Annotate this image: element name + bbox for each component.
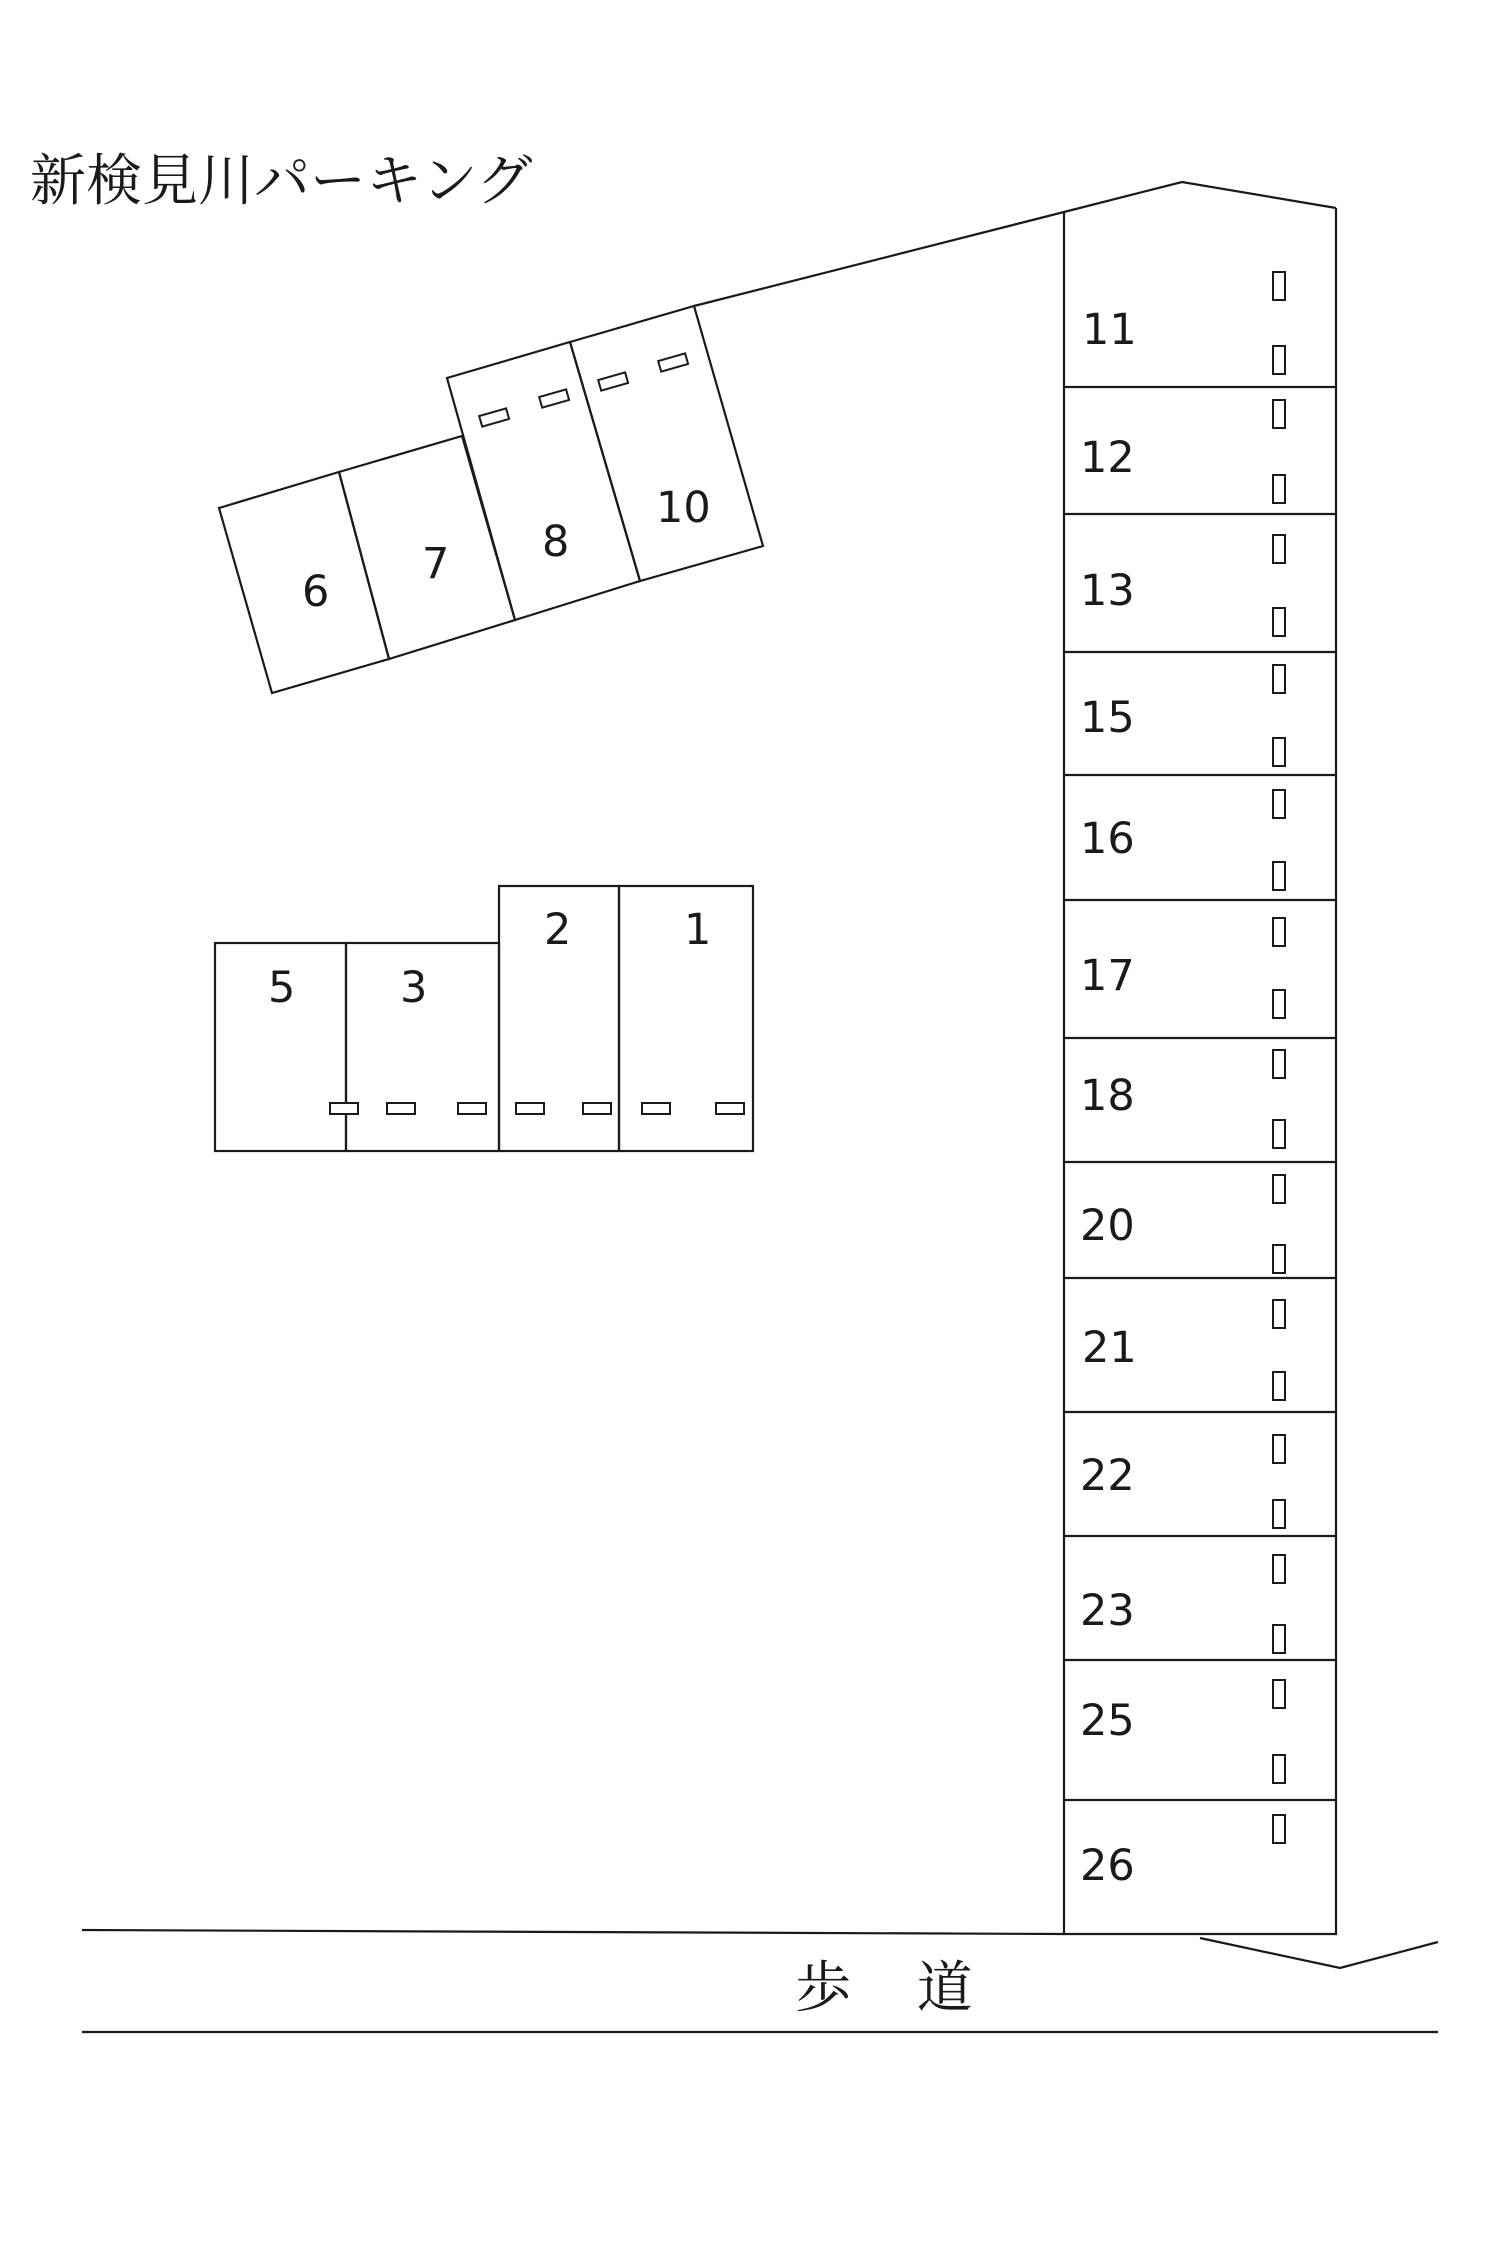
slot-label-23: 23 xyxy=(1080,1586,1135,1636)
slot-label-6: 6 xyxy=(302,567,330,617)
slot-label-16: 16 xyxy=(1080,814,1135,864)
slot-label-15: 15 xyxy=(1080,693,1135,743)
sidewalk-label: 歩 道 xyxy=(795,1956,997,2021)
slot-label-26: 26 xyxy=(1080,1841,1135,1891)
slot-label-3: 3 xyxy=(400,963,428,1013)
slot-label-13: 13 xyxy=(1080,566,1135,616)
slot-label-21: 21 xyxy=(1082,1323,1137,1373)
slot-label-22: 22 xyxy=(1080,1451,1135,1501)
road-edge-line xyxy=(82,1930,1064,1934)
slot-label-11: 11 xyxy=(1082,305,1137,355)
map-title: 新検見川パーキング xyxy=(30,149,533,214)
middle-slot-block xyxy=(215,886,753,1151)
slot-label-12: 12 xyxy=(1080,433,1135,483)
boundary-line xyxy=(694,182,1336,306)
slot-label-17: 17 xyxy=(1080,951,1135,1001)
road-edge-notch xyxy=(1200,1938,1438,1968)
slot-label-20: 20 xyxy=(1080,1201,1135,1251)
slot-label-7: 7 xyxy=(422,539,450,589)
slot-label-8: 8 xyxy=(542,517,570,567)
right-column-wheel-stops xyxy=(1273,272,1285,1843)
slot-label-5: 5 xyxy=(268,963,296,1013)
slot-label-2: 2 xyxy=(544,905,572,955)
slot-10 xyxy=(570,306,763,581)
slot-label-25: 25 xyxy=(1080,1696,1135,1746)
slot-label-1: 1 xyxy=(684,905,712,955)
slot-label-10: 10 xyxy=(656,483,711,533)
slot-label-18: 18 xyxy=(1080,1071,1135,1121)
